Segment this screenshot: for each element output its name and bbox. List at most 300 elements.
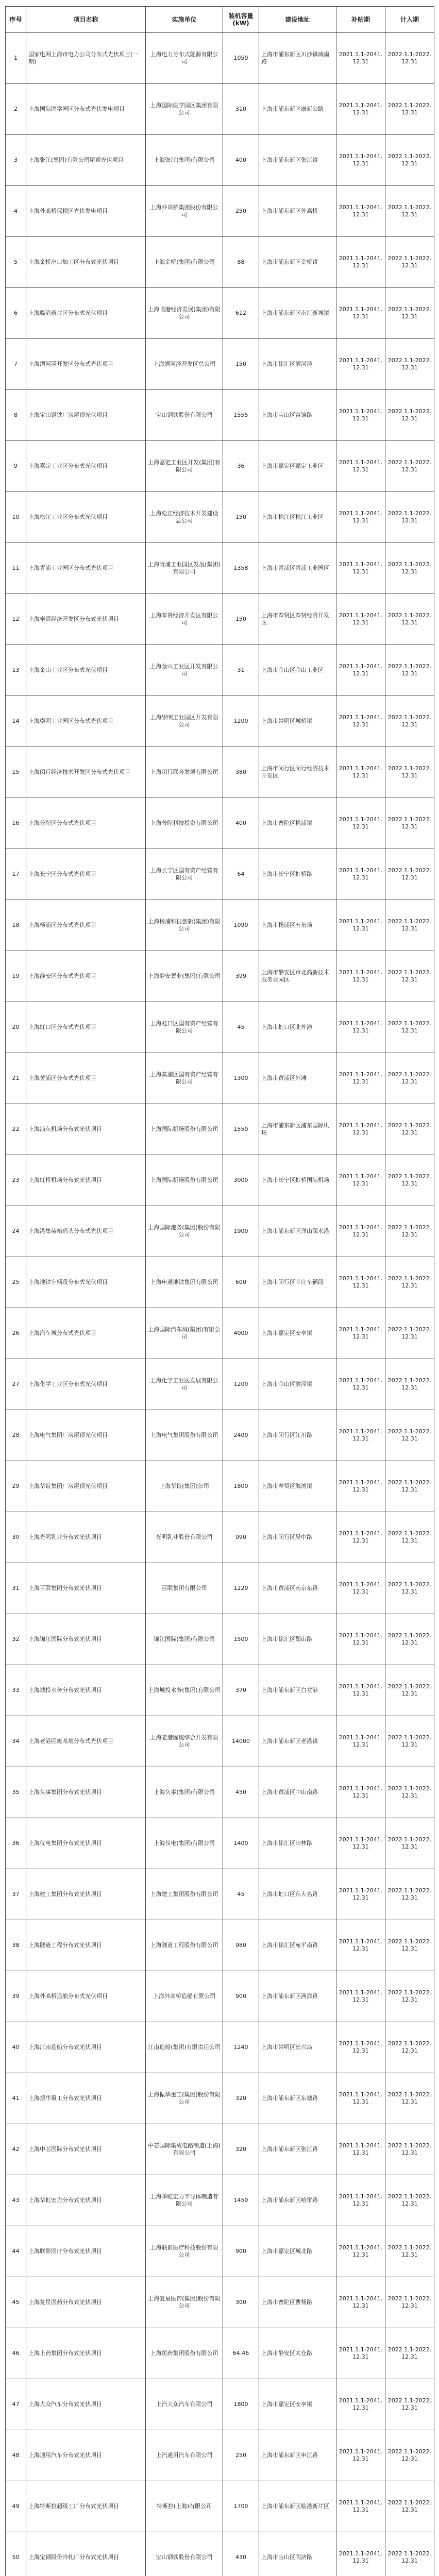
table-cell-name: 上海奉贤经济开发区分布式光伏项目 (26, 594, 146, 645)
table-cell-loc: 上海市静安区市北高新技术服务业园区 (259, 951, 336, 1002)
table-cell-idx: 30 (6, 1512, 26, 1563)
table-cell-idx: 48 (6, 2430, 26, 2481)
table-cell-idx: 35 (6, 1767, 26, 1818)
table-cell-p1: 2021.1.1-2041.12.31 (336, 441, 385, 492)
table-cell-p1: 2021.1.1-2041.12.31 (336, 390, 385, 441)
table-cell-p2: 2022.1.1-2022.12.31 (385, 84, 434, 135)
table-cell-cap: 310 (223, 84, 259, 135)
table-cell-p1: 2021.1.1-2041.12.31 (336, 186, 385, 237)
table-cell-p2: 2022.1.1-2022.12.31 (385, 2022, 434, 2073)
table-cell-cap: 1555 (223, 390, 259, 441)
table-cell-cap: 370 (223, 1665, 259, 1716)
table-cell-loc: 上海市徐汇区宛平南路 (259, 1920, 336, 1971)
table-cell-loc: 上海市浦东新区康新公路 (259, 84, 336, 135)
table-cell-org: 上海奉贤经济开发区有限公司 (146, 594, 223, 645)
table-cell-name: 上海华虹宏力分布式光伏项目 (26, 2175, 146, 2226)
table-cell-org: 上海金山工业区开发有限公司 (146, 645, 223, 696)
table-cell-cap: 990 (223, 1512, 259, 1563)
table-cell-p2: 2022.1.1-2022.12.31 (385, 1767, 434, 1818)
table-cell-cap: 1900 (223, 1206, 259, 1257)
table-cell-p1: 2021.1.1-2041.12.31 (336, 2481, 385, 2532)
table-cell-cap: 1550 (223, 1104, 259, 1155)
table-cell-name: 上海复星医药分布式光伏项目 (26, 2277, 146, 2328)
table-cell-p1: 2021.1.1-2041.12.31 (336, 2226, 385, 2277)
table-cell-org: 上海申通地铁集团有限公司 (146, 1257, 223, 1308)
table-cell-loc: 上海市黄浦区中山南路 (259, 1767, 336, 1818)
table-cell-name: 上海金山工业区分布式光伏项目 (26, 645, 146, 696)
table-row (6, 1257, 434, 1308)
table-cell-loc: 上海市普陀区桃浦镇 (259, 798, 336, 849)
table-cell-cap: 380 (223, 747, 259, 798)
table-row (6, 1053, 434, 1104)
table-cell-cap: 45 (223, 1869, 259, 1920)
table-cell-cap: 1800 (223, 1461, 259, 1512)
table-cell-p1: 2021.1.1-2041.12.31 (336, 2532, 385, 2576)
table-cell-name: 上海华谊集团厂房屋顶光伏项目 (26, 1461, 146, 1512)
table-row (6, 1767, 434, 1818)
table-cell-cap: 250 (223, 2430, 259, 2481)
table-cell-cap: 150 (223, 339, 259, 390)
table-cell-org: 上海隧道工程股份有限公司 (146, 1920, 223, 1971)
table-row (6, 1410, 434, 1461)
table-cell-p1: 2021.1.1-2041.12.31 (336, 1359, 385, 1410)
table-cell-loc: 上海市嘉定区城北路 (259, 2226, 336, 2277)
table-cell-p1: 2021.1.1-2041.12.31 (336, 2379, 385, 2430)
table-cell-cap: 1450 (223, 2175, 259, 2226)
table-cell-cap: 1800 (223, 2379, 259, 2430)
table-cell-p1: 2021.1.1-2041.12.31 (336, 1767, 385, 1818)
table-cell-org: 特斯拉(上海)有限公司 (146, 2481, 223, 2532)
table-cell-cap: 900 (223, 1971, 259, 2022)
table-cell-cap: 64.46 (223, 2328, 259, 2379)
table-cell-name: 上海外高桥保税区光伏发电项目 (26, 186, 146, 237)
table-cell-idx: 27 (6, 1359, 26, 1410)
table-cell-p2: 2022.1.1-2022.12.31 (385, 645, 434, 696)
table-cell-idx: 9 (6, 441, 26, 492)
table-cell-loc: 上海市长宁区虹桥国际机场 (259, 1155, 336, 1206)
table-cell-name: 上海特斯拉超级工厂分布式光伏项目 (26, 2481, 146, 2532)
table-cell-cap: 1200 (223, 1359, 259, 1410)
table-cell-idx: 14 (6, 696, 26, 747)
table-cell-p2: 2022.1.1-2022.12.31 (385, 135, 434, 186)
table-cell-p1: 2021.1.1-2041.12.31 (336, 696, 385, 747)
table-cell-cap: 88 (223, 237, 259, 288)
table-cell-p1: 2021.1.1-2041.12.31 (336, 1818, 385, 1869)
table-cell-idx: 26 (6, 1308, 26, 1359)
table-row (6, 1002, 434, 1053)
table-cell-idx: 21 (6, 1053, 26, 1104)
table-cell-p2: 2022.1.1-2022.12.31 (385, 900, 434, 951)
table-cell-idx: 33 (6, 1665, 26, 1716)
table-cell-idx: 18 (6, 900, 26, 951)
table-cell-p2: 2022.1.1-2022.12.31 (385, 1053, 434, 1104)
table-cell-p1: 2021.1.1-2041.12.31 (336, 1257, 385, 1308)
table-cell-loc: 上海市虹口区北外滩 (259, 1002, 336, 1053)
table-row (6, 696, 434, 747)
table-cell-loc: 上海市浦东新区申江路 (259, 2430, 336, 2481)
table-cell-name: 上海上药集团分布式光伏项目 (26, 2328, 146, 2379)
table-row (6, 288, 434, 339)
table-row (6, 2124, 434, 2175)
table-cell-loc: 上海市浦东新区老港镇 (259, 1716, 336, 1767)
table-cell-idx: 4 (6, 186, 26, 237)
table-cell-cap: 400 (223, 798, 259, 849)
table-cell-loc: 上海市金山区金山工业区 (259, 645, 336, 696)
table-cell-org: 上海青浦工业园区发展(集团)有限公司 (146, 543, 223, 594)
table-cell-org: 宝山钢铁股份有限公司 (146, 2532, 223, 2576)
table-cell-p2: 2022.1.1-2022.12.31 (385, 2073, 434, 2124)
table-cell-cap: 150 (223, 594, 259, 645)
table-cell-loc: 上海市奉贤区奉贤经济开发区 (259, 594, 336, 645)
table-cell-loc: 上海市浦东新区浦东国际机场 (259, 1104, 336, 1155)
table-cell-org: 中芯国际集成电路制造(上海)有限公司 (146, 2124, 223, 2175)
table-cell-p1: 2021.1.1-2041.12.31 (336, 1104, 385, 1155)
table-cell-p2: 2022.1.1-2022.12.31 (385, 594, 434, 645)
table-cell-org: 上海外高桥集团股份有限公司 (146, 186, 223, 237)
table-cell-idx: 36 (6, 1818, 26, 1869)
table-cell-loc: 上海市浦东新区川沙镇城南路 (259, 33, 336, 84)
table-row (6, 900, 434, 951)
table-cell-cap: 150 (223, 492, 259, 543)
table-cell-cap: 14000 (223, 1716, 259, 1767)
table-cell-p1: 2021.1.1-2041.12.31 (336, 1614, 385, 1665)
table-cell-loc: 上海市浦东新区张江路 (259, 2124, 336, 2175)
table-cell-name: 上海隧道工程分布式光伏项目 (26, 1920, 146, 1971)
table-row (6, 441, 434, 492)
table-cell-name: 上海松江工业区分布式光伏项目 (26, 492, 146, 543)
table-cell-org: 上海建工集团股份有限公司 (146, 1869, 223, 1920)
table-cell-p2: 2022.1.1-2022.12.31 (385, 33, 434, 84)
table-cell-name: 上海长宁区分布式光伏项目 (26, 849, 146, 900)
table-cell-idx: 32 (6, 1614, 26, 1665)
table-cell-idx: 20 (6, 1002, 26, 1053)
table-cell-idx: 28 (6, 1410, 26, 1461)
table-cell-loc: 上海市闵行区闵行经济技术开发区 (259, 747, 336, 798)
table-cell-p1: 2021.1.1-2041.12.31 (336, 594, 385, 645)
table-cell-p1: 2021.1.1-2041.12.31 (336, 1002, 385, 1053)
table-cell-name: 上海静安区分布式光伏项目 (26, 951, 146, 1002)
table-cell-idx: 22 (6, 1104, 26, 1155)
table-cell-name: 上海中芯国际分布式光伏项目 (26, 2124, 146, 2175)
column-header: 实施单位 (146, 7, 223, 33)
table-cell-org: 宝山钢铁股份有限公司 (146, 390, 223, 441)
table-cell-p2: 2022.1.1-2022.12.31 (385, 1461, 434, 1512)
table-cell-p1: 2021.1.1-2041.12.31 (336, 1665, 385, 1716)
table-row (6, 84, 434, 135)
table-row (6, 1104, 434, 1155)
table-cell-org: 上汽通用汽车有限公司 (146, 2430, 223, 2481)
table-cell-idx: 17 (6, 849, 26, 900)
table-cell-name: 上海嘉定工业区分布式光伏项目 (26, 441, 146, 492)
table-cell-loc: 上海市青浦区青浦工业园区 (259, 543, 336, 594)
table-cell-name: 上海建工集团分布式光伏项目 (26, 1869, 146, 1920)
table-cell-loc: 上海市浦东新区南汇新城镇 (259, 288, 336, 339)
table-cell-org: 上海松江经济技术开发建设总公司 (146, 492, 223, 543)
table-cell-org: 上海普陀科技投资有限公司 (146, 798, 223, 849)
table-cell-cap: 300 (223, 2277, 259, 2328)
table-cell-p2: 2022.1.1-2022.12.31 (385, 237, 434, 288)
table-cell-name: 上海城投水务分布式光伏项目 (26, 1665, 146, 1716)
table-cell-p1: 2021.1.1-2041.12.31 (336, 1563, 385, 1614)
table-cell-p1: 2021.1.1-2041.12.31 (336, 747, 385, 798)
table-cell-name: 上海浦东机场分布式光伏项目 (26, 1104, 146, 1155)
table-cell-p2: 2022.1.1-2022.12.31 (385, 390, 434, 441)
table-cell-p2: 2022.1.1-2022.12.31 (385, 1614, 434, 1665)
table-cell-idx: 1 (6, 33, 26, 84)
table-cell-idx: 15 (6, 747, 26, 798)
table-cell-p2: 2022.1.1-2022.12.31 (385, 2430, 434, 2481)
table-cell-org: 上海国际机场股份有限公司 (146, 1104, 223, 1155)
table-row (6, 1461, 434, 1512)
table-cell-idx: 5 (6, 237, 26, 288)
table-row (6, 747, 434, 798)
table-cell-org: 上海国际医学园区集团有限公司 (146, 84, 223, 135)
table-cell-p1: 2021.1.1-2041.12.31 (336, 2124, 385, 2175)
table-cell-name: 上海国际医学园区分布式光伏发电项目 (26, 84, 146, 135)
table-cell-p2: 2022.1.1-2022.12.31 (385, 747, 434, 798)
table-cell-cap: 600 (223, 1257, 259, 1308)
table-cell-loc: 上海市徐汇区田林路 (259, 1818, 336, 1869)
table-cell-p2: 2022.1.1-2022.12.31 (385, 1818, 434, 1869)
table-cell-name: 上海光明乳业分布式光伏项目 (26, 1512, 146, 1563)
table-row (6, 951, 434, 1002)
table-cell-p1: 2021.1.1-2041.12.31 (336, 1155, 385, 1206)
table-cell-org: 上海长宁区国有资产经营有限公司 (146, 849, 223, 900)
table-row (6, 2328, 434, 2379)
table-cell-idx: 13 (6, 645, 26, 696)
table-cell-org: 上海化学工业区发展有限公司 (146, 1359, 223, 1410)
table-cell-org: 上海仪电(集团)有限公司 (146, 1818, 223, 1869)
table-cell-loc: 上海市浦东新区洲海路 (259, 1971, 336, 2022)
table-cell-name: 上海振华重工分布式光伏项目 (26, 2073, 146, 2124)
table-row (6, 1155, 434, 1206)
table-cell-idx: 45 (6, 2277, 26, 2328)
table-cell-org: 上海电气集团股份有限公司 (146, 1410, 223, 1461)
table-cell-loc: 上海市徐汇区衡山路 (259, 1614, 336, 1665)
table-cell-p2: 2022.1.1-2022.12.31 (385, 492, 434, 543)
table-cell-name: 上海闵行经济技术开发区分布式光伏项目 (26, 747, 146, 798)
table-cell-idx: 19 (6, 951, 26, 1002)
column-header: 装机容量(kW) (223, 7, 259, 33)
table-cell-p2: 2022.1.1-2022.12.31 (385, 1665, 434, 1716)
table-cell-org: 上海闵行联合发展有限公司 (146, 747, 223, 798)
table-cell-loc: 上海市浦东新区临港新片区 (259, 2481, 336, 2532)
table-row (6, 135, 434, 186)
table-cell-p2: 2022.1.1-2022.12.31 (385, 951, 434, 1002)
table-row (6, 339, 434, 390)
table-cell-loc: 上海市杨浦区五角场 (259, 900, 336, 951)
table-cell-idx: 29 (6, 1461, 26, 1512)
table-cell-cap: 1050 (223, 33, 259, 84)
table-cell-idx: 24 (6, 1206, 26, 1257)
table-cell-loc: 上海市徐汇区漕河泾 (259, 339, 336, 390)
table-cell-p2: 2022.1.1-2022.12.31 (385, 543, 434, 594)
table-cell-p2: 2022.1.1-2022.12.31 (385, 2124, 434, 2175)
table-cell-p1: 2021.1.1-2041.12.31 (336, 84, 385, 135)
table-cell-cap: 1220 (223, 1563, 259, 1614)
table-cell-p2: 2022.1.1-2022.12.31 (385, 1206, 434, 1257)
table-cell-org: 上海国际汽车城(集团)有限公司 (146, 1308, 223, 1359)
table-cell-loc: 上海市松江区松江工业区 (259, 492, 336, 543)
table-cell-name: 上海大众汽车分布式光伏项目 (26, 2379, 146, 2430)
table-cell-cap: 1300 (223, 1053, 259, 1104)
table-row (6, 1869, 434, 1920)
table-cell-cap: 1240 (223, 2022, 259, 2073)
table-cell-idx: 12 (6, 594, 26, 645)
table-cell-name: 上海金桥出口加工区分布式光伏项目 (26, 237, 146, 288)
table-cell-idx: 37 (6, 1869, 26, 1920)
table-cell-name: 上海久事集团分布式光伏项目 (26, 1767, 146, 1818)
table-row (6, 2532, 434, 2576)
table-cell-org: 上海城投水务(集团)有限公司 (146, 1665, 223, 1716)
table-cell-name: 上海普陀区分布式光伏项目 (26, 798, 146, 849)
table-row (6, 2481, 434, 2532)
table-cell-p2: 2022.1.1-2022.12.31 (385, 849, 434, 900)
table-cell-name: 上海青浦工业园区分布式光伏项目 (26, 543, 146, 594)
table-cell-p1: 2021.1.1-2041.12.31 (336, 798, 385, 849)
table-cell-name: 上海汽车城分布式光伏项目 (26, 1308, 146, 1359)
table-cell-cap: 1700 (223, 2481, 259, 2532)
table-cell-p1: 2021.1.1-2041.12.31 (336, 1920, 385, 1971)
table-row (6, 1665, 434, 1716)
table-cell-p2: 2022.1.1-2022.12.31 (385, 1512, 434, 1563)
table-cell-cap: 320 (223, 2124, 259, 2175)
table-body (6, 33, 434, 2576)
table-cell-p2: 2022.1.1-2022.12.31 (385, 1971, 434, 2022)
table-cell-p1: 2021.1.1-2041.12.31 (336, 1053, 385, 1104)
table-cell-idx: 49 (6, 2481, 26, 2532)
table-cell-p1: 2021.1.1-2041.12.31 (336, 2430, 385, 2481)
table-cell-cap: 1358 (223, 543, 259, 594)
table-cell-loc: 上海市宝山区同济路 (259, 2532, 336, 2576)
table-cell-org: 上海联影医疗科技股份有限公司 (146, 2226, 223, 2277)
table-cell-name: 上海外高桥造船分布式光伏项目 (26, 1971, 146, 2022)
table-cell-p2: 2022.1.1-2022.12.31 (385, 2175, 434, 2226)
table-cell-name: 上海百联集团分布式光伏项目 (26, 1563, 146, 1614)
table-cell-p2: 2022.1.1-2022.12.31 (385, 1359, 434, 1410)
table-cell-p1: 2021.1.1-2041.12.31 (336, 2022, 385, 2073)
table-cell-org: 上海久事(集团)有限公司 (146, 1767, 223, 1818)
table-cell-org: 上海静安置业(集团)有限公司 (146, 951, 223, 1002)
table-row (6, 1818, 434, 1869)
table-cell-cap: 1200 (223, 696, 259, 747)
table-cell-loc: 上海市奉贤区海湾镇 (259, 1461, 336, 1512)
table-cell-loc: 上海市黄浦区外滩 (259, 1053, 336, 1104)
table-cell-idx: 23 (6, 1155, 26, 1206)
column-header: 补贴期 (336, 7, 385, 33)
table-cell-org: 上海电力分布式能源有限公司 (146, 33, 223, 84)
table-cell-p1: 2021.1.1-2041.12.31 (336, 288, 385, 339)
table-cell-name: 上海联影医疗分布式光伏项目 (26, 2226, 146, 2277)
table-cell-p2: 2022.1.1-2022.12.31 (385, 1869, 434, 1920)
table-cell-loc: 上海市浦东新区金桥镇 (259, 237, 336, 288)
table-cell-org: 上海国际机场股份有限公司 (146, 1155, 223, 1206)
table-row (6, 2175, 434, 2226)
table-cell-p1: 2021.1.1-2041.12.31 (336, 1716, 385, 1767)
table-cell-cap: 4000 (223, 1308, 259, 1359)
table-row (6, 2022, 434, 2073)
table-cell-org: 上海临港经济发展(集团)有限公司 (146, 288, 223, 339)
table-cell-name: 上海江南造船分布式光伏项目 (26, 2022, 146, 2073)
table-row (6, 1920, 434, 1971)
table-cell-idx: 39 (6, 1971, 26, 2022)
table-cell-p2: 2022.1.1-2022.12.31 (385, 288, 434, 339)
table-cell-loc: 上海市浦东新区洋山深水港 (259, 1206, 336, 1257)
table-cell-name: 上海临港新片区分布式光伏项目 (26, 288, 146, 339)
table-cell-idx: 46 (6, 2328, 26, 2379)
table-row (6, 2073, 434, 2124)
table-cell-p2: 2022.1.1-2022.12.31 (385, 2379, 434, 2430)
table-cell-idx: 8 (6, 390, 26, 441)
column-header: 建设地址 (259, 7, 336, 33)
table-cell-cap: 612 (223, 288, 259, 339)
table-cell-name: 上海宝山钢铁厂房屋顶光伏项目 (26, 390, 146, 441)
table-cell-p1: 2021.1.1-2041.12.31 (336, 645, 385, 696)
table-row (6, 1563, 434, 1614)
table-cell-cap: 430 (223, 2532, 259, 2576)
table-row (6, 1614, 434, 1665)
table-row (6, 1308, 434, 1359)
table-cell-loc: 上海市浦东新区白龙港 (259, 1665, 336, 1716)
table-cell-p1: 2021.1.1-2041.12.31 (336, 1410, 385, 1461)
table-row (6, 186, 434, 237)
table-cell-p1: 2021.1.1-2041.12.31 (336, 951, 385, 1002)
table-row (6, 237, 434, 288)
table-cell-loc: 上海市闵行区莘庄车辆段 (259, 1257, 336, 1308)
table-cell-p2: 2022.1.1-2022.12.31 (385, 1563, 434, 1614)
table-cell-loc: 上海市静安区太仓路 (259, 2328, 336, 2379)
table-cell-p1: 2021.1.1-2041.12.31 (336, 849, 385, 900)
table-cell-p2: 2022.1.1-2022.12.31 (385, 1308, 434, 1359)
table-cell-org: 上海张江(集团)有限公司 (146, 135, 223, 186)
table-cell-p1: 2021.1.1-2041.12.31 (336, 2328, 385, 2379)
table-cell-p1: 2021.1.1-2041.12.31 (336, 1461, 385, 1512)
table-cell-name: 上海崇明工业园区分布式光伏项目 (26, 696, 146, 747)
table-cell-p1: 2021.1.1-2041.12.31 (336, 543, 385, 594)
table-cell-cap: 1400 (223, 1818, 259, 1869)
table-cell-name: 上海老港固废基地分布式光伏项目 (26, 1716, 146, 1767)
table-cell-name: 上海虹桥机场分布式光伏项目 (26, 1155, 146, 1206)
table-cell-cap: 250 (223, 186, 259, 237)
table-row (6, 2379, 434, 2430)
table-cell-p1: 2021.1.1-2041.12.31 (336, 135, 385, 186)
table-cell-p2: 2022.1.1-2022.12.31 (385, 1155, 434, 1206)
table-cell-cap: 36 (223, 441, 259, 492)
table-cell-p1: 2021.1.1-2041.12.31 (336, 900, 385, 951)
table-cell-name: 上海港集装箱码头分布式光伏项目 (26, 1206, 146, 1257)
table-cell-p2: 2022.1.1-2022.12.31 (385, 339, 434, 390)
table-cell-name: 上海张江(集团)有限公司屋顶光伏项目 (26, 135, 146, 186)
table-cell-name: 上海虹口区分布式光伏项目 (26, 1002, 146, 1053)
table-row (6, 543, 434, 594)
table-row (6, 1206, 434, 1257)
table-cell-idx: 10 (6, 492, 26, 543)
table-row (6, 645, 434, 696)
table-cell-p2: 2022.1.1-2022.12.31 (385, 798, 434, 849)
table-row (6, 798, 434, 849)
table-cell-loc: 上海市宝山区富锦路 (259, 390, 336, 441)
table-row (6, 594, 434, 645)
table-cell-org: 上海崇明工业园区开发有限公司 (146, 696, 223, 747)
table-cell-p2: 2022.1.1-2022.12.31 (385, 1002, 434, 1053)
table-cell-idx: 43 (6, 2175, 26, 2226)
table-row (6, 849, 434, 900)
table-cell-idx: 7 (6, 339, 26, 390)
project-table (5, 6, 434, 2576)
table-cell-cap: 2400 (223, 1410, 259, 1461)
table-cell-org: 上海国际港务(集团)股份有限公司 (146, 1206, 223, 1257)
table-cell-idx: 6 (6, 288, 26, 339)
